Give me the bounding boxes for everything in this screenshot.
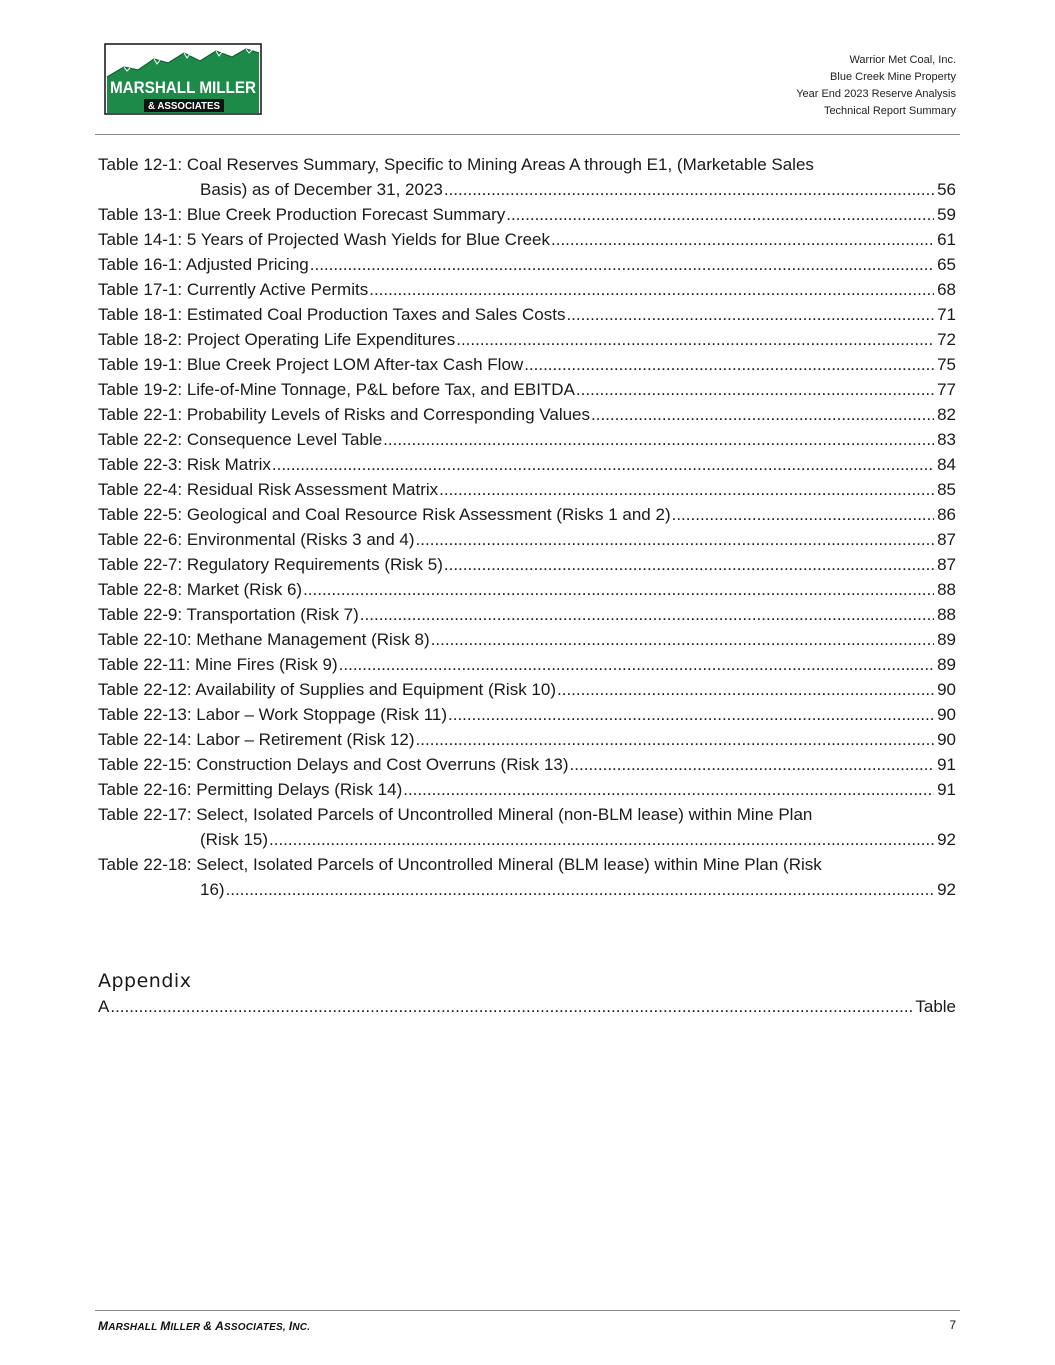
- toc-entry-page: 90: [937, 730, 956, 749]
- appendix-heading: Appendix: [98, 970, 192, 992]
- toc-entry-page: 68: [937, 280, 956, 299]
- leader-dots: [566, 302, 934, 327]
- toc-entry-page: 65: [937, 255, 956, 274]
- toc-entry[interactable]: [98, 777, 956, 802]
- toc-entry[interactable]: [98, 652, 956, 677]
- leader-dots: [551, 227, 934, 252]
- toc-entry-title: Table 22-9: Transportation (Risk 7): [98, 605, 359, 624]
- toc-entry-title: Table 22-1: Probability Levels of Risks and Corresponding Values: [98, 405, 591, 424]
- toc-entry-title: Table 22-13: Labor – Work Stoppage (Risk 11): [98, 705, 448, 724]
- toc-entry-page: 87: [937, 555, 956, 574]
- toc-entry-title: Table 22-5: Geological and Coal Resource Risk Assessment (Risks 1 and 2): [98, 505, 671, 524]
- toc-entry[interactable]: [98, 752, 956, 777]
- toc-entry-page: 75: [937, 355, 956, 374]
- leader-dots: [444, 177, 934, 202]
- toc-entry-page: 92: [937, 830, 956, 849]
- toc-entry[interactable]: [98, 202, 956, 227]
- toc-entry-page: 91: [937, 780, 956, 799]
- toc-entry-title: Table 22-12: Availability of Supplies and Equipment (Risk 10): [98, 680, 557, 699]
- toc-entry-page: 92: [937, 880, 956, 899]
- toc-entry[interactable]: [98, 552, 956, 577]
- leader-dots: [416, 527, 935, 552]
- leader-dots: [576, 377, 934, 402]
- footer-firm-name: MARSHALL MILLER & ASSOCIATES, INC.: [98, 1319, 311, 1333]
- leader-dots: [383, 427, 934, 452]
- footer-divider: [95, 1310, 960, 1311]
- leader-dots: [506, 202, 934, 227]
- toc-entry-page: 82: [937, 405, 956, 424]
- leader-dots: [416, 727, 935, 752]
- toc-entry-page: 88: [937, 580, 956, 599]
- leader-dots: [524, 352, 934, 377]
- toc-entry-page: 89: [937, 630, 956, 649]
- toc-entry-page: 86: [937, 505, 956, 524]
- toc-entry-page: 83: [937, 430, 956, 449]
- toc-entry[interactable]: [98, 852, 956, 902]
- toc-entry[interactable]: [98, 577, 956, 602]
- toc-entry-page: 61: [937, 230, 956, 249]
- leader-dots: [456, 327, 934, 352]
- toc-entry[interactable]: [98, 452, 956, 477]
- toc-entry-title: Table 22-16: Permitting Delays (Risk 14): [98, 780, 403, 799]
- leader-dots: [557, 677, 934, 702]
- toc-entry-title: Table 22-11: Mine Fires (Risk 9): [98, 655, 338, 674]
- toc-entry[interactable]: [98, 727, 956, 752]
- toc-entry[interactable]: [98, 402, 956, 427]
- header-analysis: Year End 2023 Reserve Analysis: [796, 88, 956, 100]
- leader-dots: [403, 777, 934, 802]
- leader-dots: [672, 502, 934, 527]
- toc-entry[interactable]: [98, 627, 956, 652]
- toc-entry-title: Table 22-15: Construction Delays and Cost Overruns (Risk 13): [98, 755, 569, 774]
- toc-entry-title: Table 14-1: 5 Years of Projected Wash Yields for Blue Creek: [98, 230, 551, 249]
- toc-entry[interactable]: [98, 677, 956, 702]
- toc-entry[interactable]: [98, 527, 956, 552]
- toc-entry[interactable]: [98, 702, 956, 727]
- toc-entry-page: 77: [937, 380, 956, 399]
- toc-entry-title-cont: Basis) as of December 31, 2023: [200, 180, 443, 199]
- leader-dots: [303, 577, 934, 602]
- toc-entry-title: Table 17-1: Currently Active Permits: [98, 280, 369, 299]
- toc-entry-page: 87: [937, 530, 956, 549]
- leader-dots: [226, 877, 935, 902]
- toc-entry-title: Table 22-6: Environmental (Risks 3 and 4): [98, 530, 415, 549]
- leader-dots: [272, 452, 934, 477]
- header-property: Blue Creek Mine Property: [830, 71, 956, 83]
- toc-entry[interactable]: [98, 377, 956, 402]
- toc-entry[interactable]: [98, 327, 956, 352]
- header-divider: [95, 134, 960, 135]
- toc-entry[interactable]: [98, 227, 956, 252]
- appendix-entry-label: A: [98, 997, 110, 1016]
- toc-entry-title: Table 22-10: Methane Management (Risk 8): [98, 630, 430, 649]
- header-info: [796, 52, 956, 120]
- appendix-entry[interactable]: [98, 994, 956, 1019]
- toc-entry-title: Table 22-7: Regulatory Requirements (Risk 5): [98, 555, 443, 574]
- toc-entry[interactable]: [98, 502, 956, 527]
- leader-dots: [310, 252, 934, 277]
- leader-dots: [110, 994, 912, 1019]
- toc-entry-title-cont: 16): [200, 880, 225, 899]
- toc-entry-title: Table 22-8: Market (Risk 6): [98, 580, 303, 599]
- logo-text-main: MARSHALL MILLER: [110, 78, 256, 97]
- toc-entry[interactable]: [98, 802, 956, 852]
- toc-entry[interactable]: [98, 152, 956, 202]
- toc-entry-page: 88: [937, 605, 956, 624]
- header-company: Warrior Met Coal, Inc.: [849, 54, 956, 66]
- leader-dots: [269, 827, 934, 852]
- toc-entry-title: Table 19-1: Blue Creek Project LOM After-tax Cash Flow: [98, 355, 524, 374]
- toc-entry-title: Table 22-2: Consequence Level Table: [98, 430, 383, 449]
- leader-dots: [369, 277, 934, 302]
- leader-dots: [444, 552, 934, 577]
- toc-entry[interactable]: [98, 352, 956, 377]
- leader-dots: [570, 752, 935, 777]
- toc-entry-page: 72: [937, 330, 956, 349]
- toc-entry-title: Table 13-1: Blue Creek Production Forecast Summary: [98, 205, 506, 224]
- toc-entry[interactable]: [98, 252, 956, 277]
- toc-entry-page: 56: [937, 180, 956, 199]
- toc-entry-title: Table 18-1: Estimated Coal Production Taxes and Sales Costs: [98, 305, 566, 324]
- toc-entry-page: 89: [937, 655, 956, 674]
- leader-dots: [339, 652, 934, 677]
- toc-entry[interactable]: [98, 277, 956, 302]
- page-number: 7: [949, 1318, 956, 1332]
- leader-dots: [591, 402, 934, 427]
- toc-entry[interactable]: [98, 477, 956, 502]
- toc-entry-title: Table 12-1: Coal Reserves Summary, Specific to Mining Areas A through E1, (Marketable Sales: [98, 155, 814, 174]
- toc-entry[interactable]: [98, 427, 956, 452]
- toc-entry-title: Table 22-18: Select, Isolated Parcels of Uncontrolled Mineral (BLM lease) within Mine Plan (Risk: [98, 855, 822, 874]
- header-report: Technical Report Summary: [823, 105, 956, 117]
- toc-entry-title-cont: (Risk 15): [200, 830, 269, 849]
- toc-entry-page: 90: [937, 705, 956, 724]
- toc-entry-page: 90: [937, 680, 956, 699]
- toc-entry-page: 85: [937, 480, 956, 499]
- toc-entry-page: 84: [937, 455, 956, 474]
- leader-dots: [439, 477, 934, 502]
- toc-entry-page: 91: [937, 755, 956, 774]
- toc-entry-page: 59: [937, 205, 956, 224]
- leader-dots: [448, 702, 934, 727]
- toc-entry-title: Table 22-17: Select, Isolated Parcels of Uncontrolled Mineral (non-BLM lease) within Mine Plan: [98, 805, 813, 824]
- toc-entry-title: Table 22-4: Residual Risk Assessment Matrix: [98, 480, 439, 499]
- toc-entry[interactable]: [98, 302, 956, 327]
- logo-text-sub: & ASSOCIATES: [148, 101, 221, 112]
- toc-entry[interactable]: [98, 602, 956, 627]
- toc-entry-title: Table 22-3: Risk Matrix: [98, 455, 271, 474]
- toc-entry-title: Table 18-2: Project Operating Life Expenditures: [98, 330, 456, 349]
- leader-dots: [431, 627, 934, 652]
- toc-entry-title: Table 19-2: Life-of-Mine Tonnage, P&L before Tax, and EBITDA: [98, 380, 575, 399]
- list-of-tables: [98, 152, 956, 902]
- toc-entry-page: 71: [937, 305, 956, 324]
- toc-entry-title: Table 22-14: Labor – Retirement (Risk 12): [98, 730, 415, 749]
- toc-entry-title: Table 16-1: Adjusted Pricing: [98, 255, 309, 274]
- appendix-entry-page: Table: [915, 997, 956, 1016]
- leader-dots: [360, 602, 934, 627]
- company-logo: [104, 43, 262, 115]
